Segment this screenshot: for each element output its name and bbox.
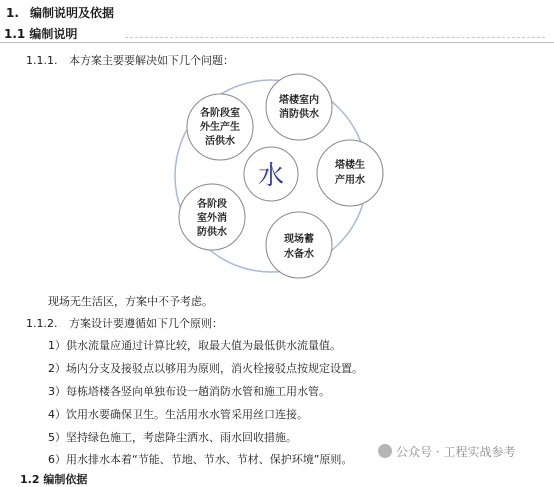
svg-text:各阶段: 各阶段 <box>197 199 227 210</box>
svg-text:活供水: 活供水 <box>205 136 235 147</box>
heading-1-title: 编制说明及依据 <box>30 6 115 20</box>
paragraph-1-1-2 <box>26 315 223 331</box>
watermark <box>378 443 515 460</box>
svg-text:各阶段室: 各阶段室 <box>200 108 240 119</box>
section-number: 1.1.2. <box>26 317 58 330</box>
node-outdoor-production-living-water <box>187 94 253 160</box>
principle-item: 3）每栋塔楼各竖向单独布设一趟消防水管和施工用水管。 <box>48 385 330 398</box>
principle-item: 2）场内分支及接驳点以够用为原则，消火栓接驳点按规定设置。 <box>48 362 363 375</box>
section-text: 本方案主要要解决如下几个问题： <box>69 54 234 67</box>
center-label: 水 <box>257 161 285 191</box>
heading-2: 1.1 编制说明 <box>4 27 78 41</box>
svg-text:现场蓄: 现场蓄 <box>284 234 314 245</box>
paragraph-1-1-1 <box>26 52 234 68</box>
svg-text:产用水: 产用水 <box>335 175 365 186</box>
svg-text:外生产生: 外生产生 <box>200 122 240 133</box>
svg-text:塔楼生: 塔楼生 <box>335 160 365 171</box>
principle-item: 1）供水流量应通过计算比较，取最大值为最低供水流量值。 <box>48 339 341 352</box>
svg-text:消防供水: 消防供水 <box>279 109 319 120</box>
node-tower-production-water <box>317 140 383 206</box>
next-heading-partial: 1.2 编制依据 <box>20 473 88 486</box>
node-tower-indoor-fire-water <box>266 74 332 140</box>
principle-item: 6）用水排水本着“节能、节地、节水、节材、保护环境”原则。 <box>48 453 353 466</box>
svg-text:室外消: 室外消 <box>197 213 227 224</box>
section-text: 方案设计要遵循如下几个原则： <box>69 317 223 330</box>
svg-text:塔楼室内: 塔楼室内 <box>279 95 319 106</box>
svg-text:水备水: 水备水 <box>284 249 314 260</box>
node-site-storage-water <box>266 212 332 278</box>
node-outdoor-fire-water <box>179 184 245 250</box>
heading-1-number: 1. <box>6 6 19 20</box>
watermark-text: 公众号 · 工程实战参考 <box>396 445 516 459</box>
section-break-dashed <box>125 37 545 38</box>
section-number: 1.1.1. <box>26 54 58 67</box>
page-divider <box>0 42 554 43</box>
principle-item: 5）坚持绿色施工，考虑降尘洒水、雨水回收措施。 <box>48 431 297 444</box>
principle-item: 4）饮用水要确保卫生。生活用水水管采用丝口连接。 <box>48 408 308 421</box>
svg-text:防供水: 防供水 <box>197 227 227 238</box>
heading-1 <box>6 4 114 21</box>
wechat-icon <box>378 444 392 458</box>
note-paragraph: 现场无生活区，方案中不予考虑。 <box>48 295 213 308</box>
cycle-diagram <box>150 70 390 288</box>
